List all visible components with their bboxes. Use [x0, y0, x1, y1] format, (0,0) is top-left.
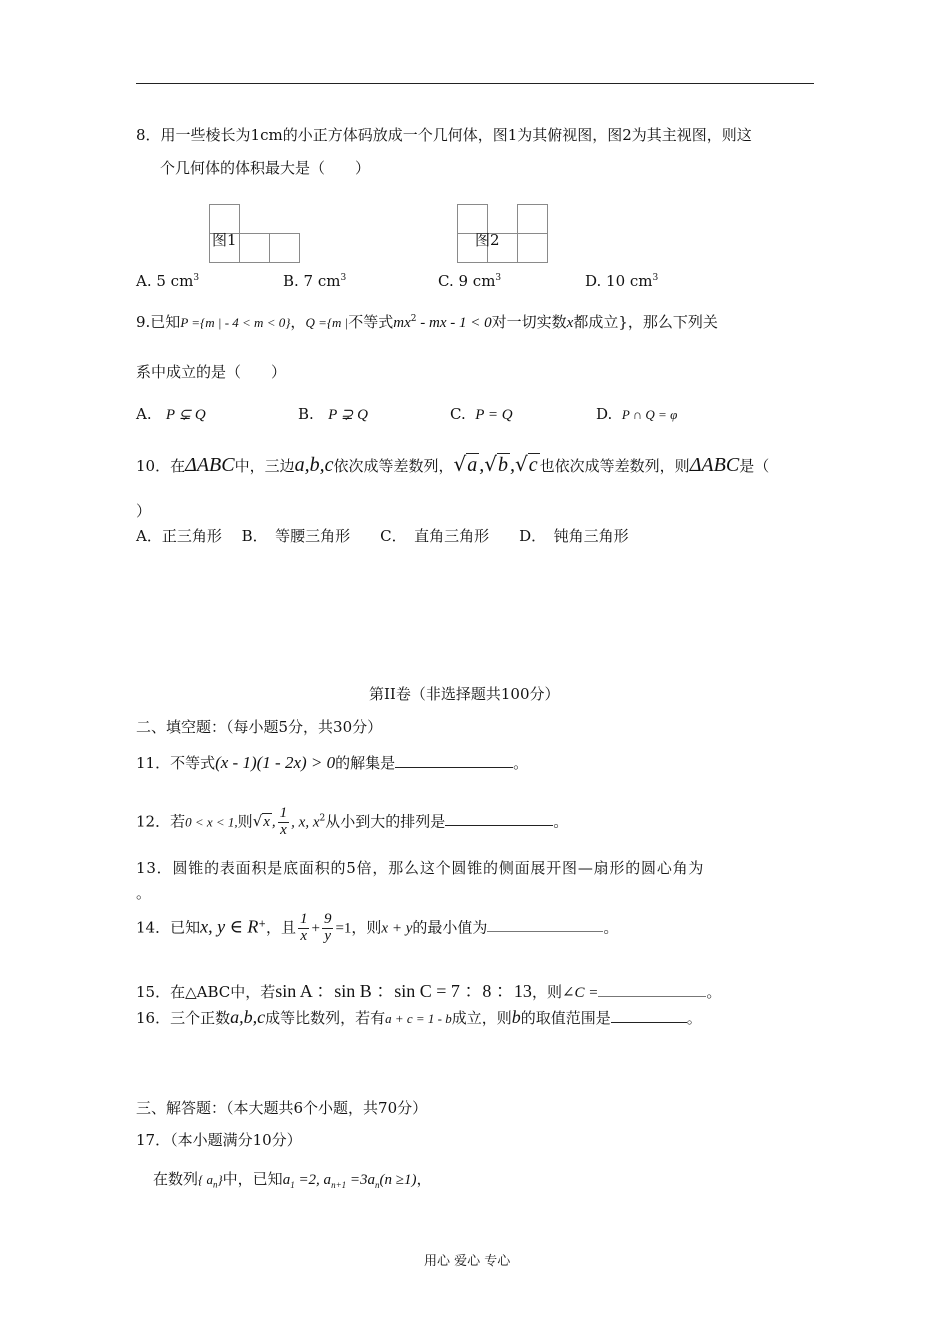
answer-blank [611, 1008, 687, 1023]
fig2-square [517, 204, 548, 234]
q17-title: 17．（本小题满分10分） [136, 1131, 302, 1149]
fig1-square [239, 233, 270, 263]
fig1-square [269, 233, 300, 263]
sqrt-sequence: √a ,√b ,√c [453, 452, 538, 476]
answer-blank [445, 811, 553, 826]
answer-blank [487, 917, 603, 932]
q9-line1: 9.已知P ={m | - 4 < m < 0}，Q ={m |不等式$mx^2$ - mx - 1 < 0对一切实数x都成立}，那么下列关 [136, 313, 718, 331]
q8-line2: 个几何体的体积最大是（ ） [160, 159, 371, 177]
q15: 15．在△ABC中，若sin A ：sin B ：sin C = 7 ：8 ：13，则∠C = 。 [136, 981, 722, 1001]
fig2-square [517, 233, 548, 263]
triangle-abc: ΔABC [185, 454, 235, 476]
q10-options: A．正三角形 B． 等腰三角形 C． 直角三角形 D． 钝角三角形 [136, 527, 629, 545]
q8-line1: 8．用一些棱长为1cm的小正方体码放成一个几何体，图1为其俯视图，图2为其主视图，则这 [136, 126, 752, 144]
figure-2-label: 图2 [475, 231, 500, 249]
q14: 14．已知x, y ∈ R+，且 $\frac{1}{x}$ + $\frac{9}{y}$ =1，则x + y的最小值为 。 [136, 911, 619, 944]
q13-line1: 13．圆锥的表面积是底面积的5倍，那么这个圆锥的侧面展开图—扇形的圆心角为 [136, 859, 705, 877]
q9-line2: 系中成立的是（ ） [136, 363, 287, 381]
q11: 11．不等式(x - 1)(1 - 2x) > 0的解集是 。 [136, 753, 529, 772]
answer-blank [395, 753, 513, 768]
figure-1-label: 图1 [212, 231, 237, 249]
q9-option-a: A. P ⊊ Q [136, 405, 206, 423]
q9-option-b: B. P ⊋ Q [298, 405, 368, 423]
q16: 16．三个正数a,b,c成等比数列，若有a + c = 1 - b成立，则b的取值范围是 。 [136, 1007, 702, 1027]
q8-option-a: A. 5 $cm^3$ [136, 272, 200, 290]
set-p: P ={m | - 4 < m < 0} [180, 315, 291, 330]
q8-option-b: B. 7 $cm^3$ [283, 272, 347, 290]
q13-line2: 。 [136, 884, 152, 902]
header-rule [136, 83, 814, 84]
section2-heading: 二、填空题：（每小题5分，共30分） [136, 718, 383, 736]
section3-heading: 三、解答题：（本大题共6个小题，共70分） [136, 1099, 428, 1117]
q9-option-d: D. P ∩ Q = φ [596, 405, 678, 423]
q12: 12．若0 < x < 1,则√x , $\frac{1}{x}$ , x, $x^2$从小到大的排列是 。 [136, 805, 569, 838]
page-footer: 用心 爱心 专心 [424, 1254, 511, 1269]
q8-option-d: D. 10 $cm^3$ [585, 272, 659, 290]
q17-statement: 在数列{ $a_n$}中，已知$a_1 =2$, $a_{n+1} =3a_n(n \ge 1)$， [153, 1170, 432, 1190]
q8-option-c: C. 9 $cm^3$ [438, 272, 502, 290]
set-q: Q ={m | [305, 315, 349, 330]
q10-line2: ） [136, 502, 152, 520]
triangle-abc: ΔABC [689, 454, 740, 476]
q10-line1: 10．在ΔABC中，三边a,b,c依次成等差数列，√a ,√b ,√c 也依次成等差数列，则ΔABC是（ [136, 452, 770, 476]
answer-blank [598, 982, 706, 997]
q9-option-c: C. P = Q [450, 405, 513, 423]
part2-title: 第II卷（非选择题共100分） [369, 685, 560, 703]
